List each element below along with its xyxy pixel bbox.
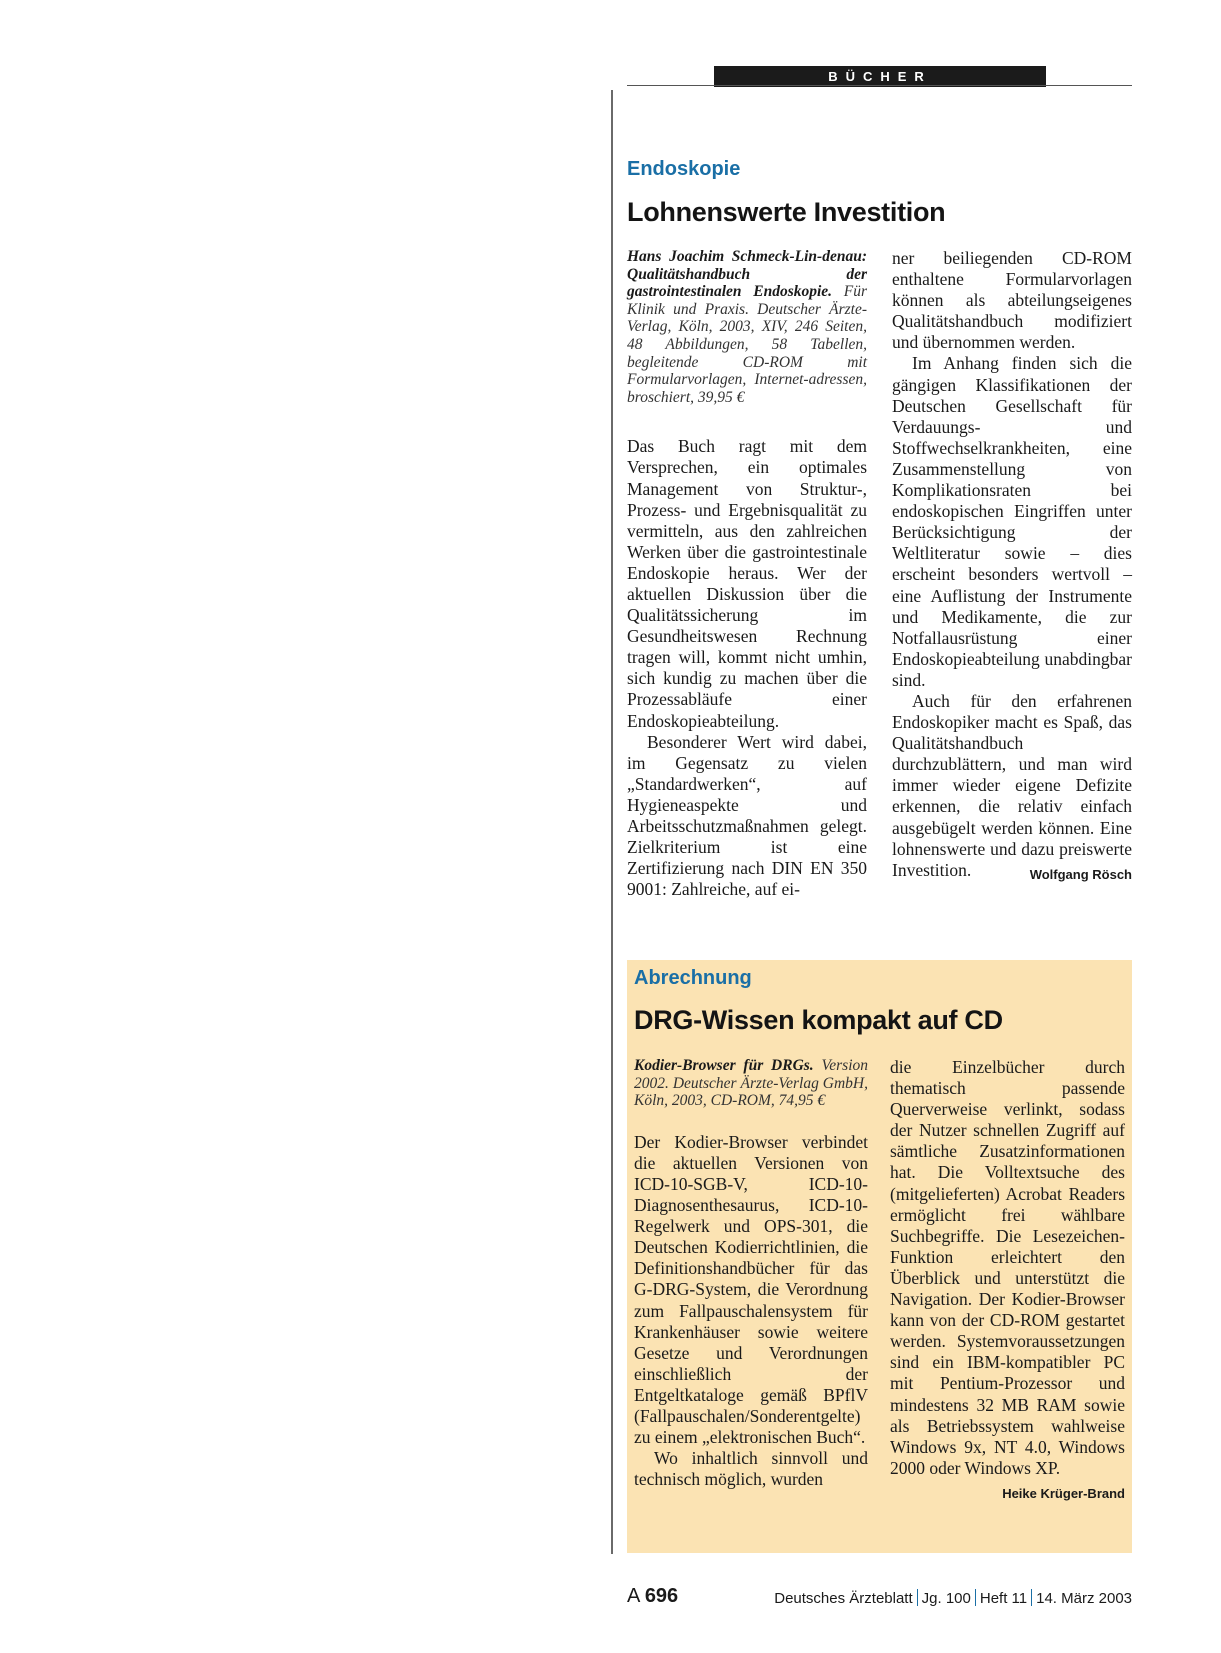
separator — [975, 1589, 976, 1606]
page-number — [627, 1585, 678, 1608]
article1-paragraph: Das Buch ragt mit dem Versprechen, ein optimales Management von Struktur-, Prozess- und Ergebnisqualität zu vermitteln, aus den zahlreichen Werken über die gastrointestinale Endoskopie heraus. Wer der aktuellen Diskussion über die Qualitätssicherung im Gesundheitswesen Rechnung tragen will, kommt nicht umhin, sich kundig zu machen über die Prozessabläufe einer Endoskopieabteilung. — [627, 436, 867, 731]
article2-headline: DRG-Wissen kompakt auf CD — [634, 1005, 1003, 1035]
article2-column-1 — [634, 1057, 868, 1490]
article1-paragraph — [892, 691, 1132, 881]
article2-kicker: Abrechnung — [634, 967, 752, 989]
article2-biblio-details: Version 2002. Deutscher Ärzte-Verlag GmbH, Köln, 2003, CD-ROM, 74,95 € — [634, 1057, 868, 1110]
article1-kicker: Endoskopie — [627, 158, 741, 180]
journal-issue: Heft 11 — [979, 1590, 1028, 1607]
article2-paragraph-text: die Einzelbücher durch thematisch passende Querverweise verlinkt, sodass der Nutzer schnellen Zugriff auf sämtliche Zusatzinformationen hat. Die Volltextsuche des (mitgelieferten) Acrobat Readers ermöglicht frei wählbare Suchbegriffe. Die Lesezeichen-Funktion erleichtert den Überblick und unterstützt die Navigation. Der Kodier-Browser kann von der CD-ROM gestartet werden. Systemvoraussetzungen sind ein IBM-kompatibler PC mit Pentium-Prozessor und mindestens 32 MB RAM sowie als Betriebssystem wahlweise Windows 9x, NT 4.0, Windows 2000 oder Windows XP. — [890, 1057, 1125, 1478]
article1-paragraph: Besonderer Wert wird dabei, im Gegensatz zu vielen „Standardwerken“, auf Hygieneaspekte und Arbeitsschutzmaßnahmen gelegt. Zielkriterium ist eine Zertifizierung nach DIN EN 350 9001: Zahlreiche, auf ei- — [627, 731, 867, 900]
journal-name: Deutsches Ärzteblatt — [774, 1590, 913, 1607]
page-number-value: 696 — [644, 1585, 679, 1607]
article2-paragraph: Der Kodier-Browser verbindet die aktuellen Versionen von ICD-10-SGB-V, ICD-10-Diagnosenthesaurus, ICD-10-Regelwerk und OPS-301, die Deutschen Kodierrichtlinien, die Definitionshandbücher für das G-DRG-System, die Verordnung zum Fallpauschalensystem für Krankenhäuser sowie weitere Gesetze und Verordnungen einschließlich der Entgeltkataloge gemäß BPflV (Fallpauschalen/Sonderentgelte) zu einem „elektronischen Buch“. — [634, 1131, 868, 1448]
separator — [1031, 1589, 1032, 1606]
issue-date: 14. März 2003 — [1036, 1590, 1132, 1607]
page-footer — [627, 1585, 1132, 1609]
publication-info — [774, 1589, 1132, 1607]
article1-bibliography — [627, 248, 867, 406]
article1-paragraph: Im Anhang finden sich die gängigen Klassifikationen der Deutschen Gesellschaft für Verdauungs- und Stoffwechselkrankheiten, eine Zusammenstellung von Komplikationsraten bei endoskopischen Eingriffen unter Berücksichtigung der Weltliteratur sowie – dies erscheint besonders wertvoll – eine Auflistung der Instrumente und Medikamente, die zur Notfallausrüstung einer Endoskopieabteilung unabdingbar sind. — [892, 353, 1132, 690]
separator — [917, 1589, 918, 1606]
article1-biblio-details: Für Klinik und Praxis. Deutscher Ärzte-Verlag, Köln, 2003, XIV, 246 Seiten, 48 Abbildungen, 58 Tabellen, begleitende CD-ROM mit Formularvorlagen, Internet-adressen, broschiert, 39,95 € — [627, 283, 868, 406]
article2-biblio-title: Kodier-Browser für DRGs. — [634, 1057, 814, 1074]
article1-biblio-title: Hans Joachim Schmeck-Lin-denau: Qualitätshandbuch der gastrointestinalen Endoskopie. — [627, 248, 867, 301]
article1-author: Wolfgang Rösch — [1029, 866, 1132, 882]
article1-paragraph-text: Auch für den erfahrenen Endoskopiker macht es Spaß, das Qualitätshandbuch durchzublättern, und man wird immer wieder eigene Defizite erkennen, die relativ einfach ausgebügelt werden können. Eine lohnenswerte und dazu preiswerte Investition. — [892, 690, 1132, 880]
article2-paragraph: Wo inhaltlich sinnvoll und technisch möglich, wurden — [634, 1448, 868, 1490]
article1-paragraph: ner beiliegenden CD-ROM enthaltene Formularvorlagen können als abteilungseigenes Qualitätshandbuch modifiziert und übernommen werden. — [892, 248, 1132, 353]
header-rule — [627, 85, 1132, 86]
column-divider — [611, 90, 613, 1554]
article1-column-2 — [892, 248, 1132, 885]
page-prefix: A — [627, 1585, 640, 1607]
section-label: BÜCHER — [714, 66, 1046, 87]
article1-headline: Lohnenswerte Investition — [627, 197, 946, 227]
article2-paragraph — [890, 1057, 1125, 1501]
article2-author: Heike Krüger-Brand — [1002, 1485, 1125, 1501]
article2-column-2 — [890, 1057, 1125, 1504]
journal-volume: Jg. 100 — [921, 1590, 971, 1607]
article1-column-1 — [627, 248, 867, 900]
article2-bibliography — [634, 1057, 868, 1110]
